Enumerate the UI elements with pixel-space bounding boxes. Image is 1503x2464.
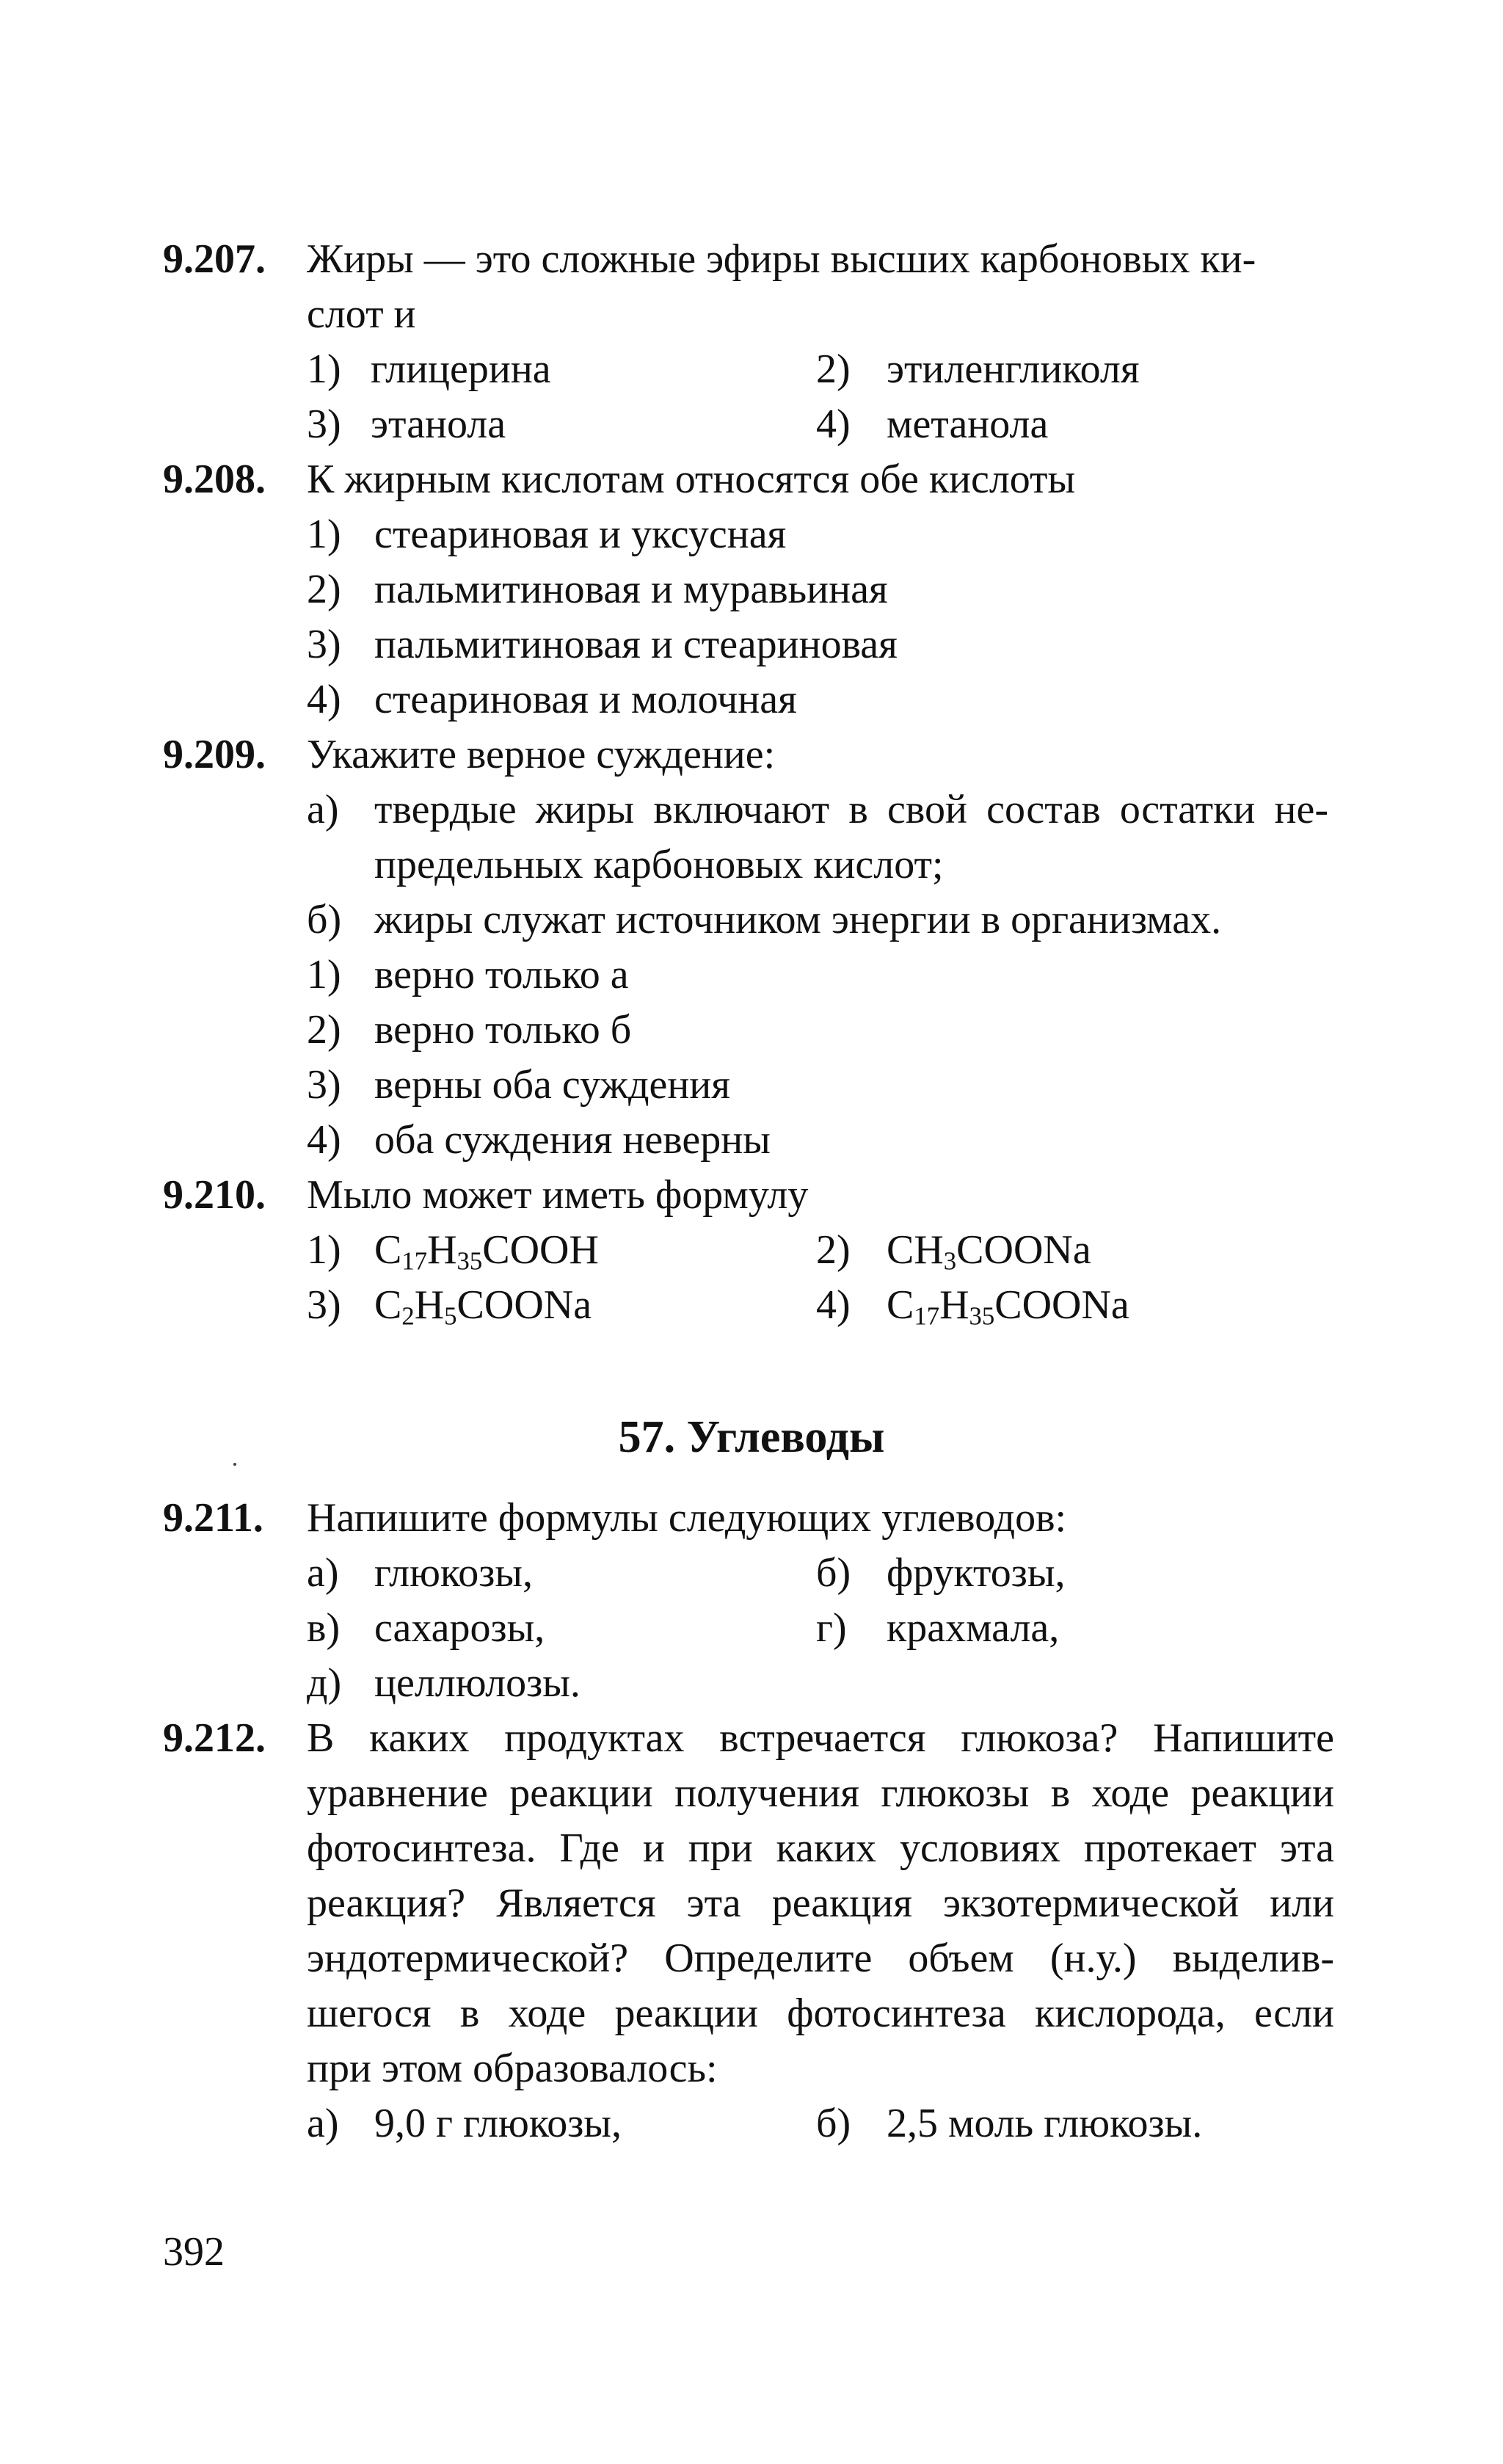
question-text-line: реакция? Является эта реакция экзотермической или bbox=[307, 1880, 1334, 1926]
statement-text: твердые жиры включают в свой состав остатки не- bbox=[374, 787, 1328, 832]
question-text-line: уравнение реакции получения глюкозы в ходе реакции bbox=[307, 1770, 1334, 1816]
option-marker: 2) bbox=[307, 567, 341, 612]
option-text: верно только а bbox=[374, 952, 629, 997]
option-marker: 4) bbox=[307, 677, 341, 722]
option-marker: б) bbox=[816, 2101, 851, 2146]
option-marker: в) bbox=[307, 1605, 341, 1651]
option-text: стеариновая и уксусная bbox=[374, 512, 787, 557]
option-text: пальмитиновая и муравьиная bbox=[374, 567, 888, 612]
option-text: этиленгликоля bbox=[887, 346, 1140, 392]
question-text: Напишите формулы следующих углеводов: bbox=[307, 1495, 1067, 1541]
question-text-line: эндотермической? Определите объем (н.у.) выделив- bbox=[307, 1936, 1334, 1981]
option-marker: 1) bbox=[307, 1227, 341, 1273]
option-text: верно только б bbox=[374, 1007, 632, 1053]
option-text: глюкозы, bbox=[374, 1550, 534, 1596]
option-marker: 4) bbox=[307, 1117, 341, 1163]
statement-marker: б) bbox=[307, 897, 342, 942]
question-number: 9.212. bbox=[163, 1715, 266, 1761]
statement-text: жиры служат источником энергии в организмах. bbox=[374, 897, 1222, 942]
option-text: оба суждения неверны bbox=[374, 1117, 771, 1163]
option-text: пальмитиновая и стеариновая bbox=[374, 622, 898, 667]
formula-option: $C_{17}H_{35}COONa$ bbox=[887, 1282, 1129, 1331]
question-text: В каких продуктах встречается глюкоза? Напишите bbox=[307, 1715, 1334, 1761]
option-marker: а) bbox=[307, 2101, 339, 2146]
option-marker: 3) bbox=[307, 1062, 341, 1108]
formula-option: $C_2H_5COONa$ bbox=[374, 1282, 592, 1331]
question-number: 9.207. bbox=[163, 236, 266, 282]
option-marker: 4) bbox=[816, 401, 851, 447]
question-text: Жиры — это сложные эфиры высших карбоновых ки- bbox=[307, 236, 1256, 282]
option-marker: д) bbox=[307, 1660, 342, 1706]
option-marker: а) bbox=[307, 1550, 339, 1596]
scan-speck bbox=[233, 1463, 236, 1466]
formula-option: $C_{17}H_{35}COOH$ bbox=[374, 1227, 599, 1276]
option-marker: 1) bbox=[307, 952, 341, 997]
option-text: стеариновая и молочная bbox=[374, 677, 797, 722]
section-heading: 57. Углеводы bbox=[618, 1412, 885, 1462]
question-text-line: фотосинтеза. Где и при каких условиях протекает эта bbox=[307, 1825, 1334, 1871]
option-text: целлюлозы. bbox=[374, 1660, 581, 1706]
option-text: верны оба суждения bbox=[374, 1062, 731, 1108]
page-number: 392 bbox=[163, 2229, 225, 2275]
option-text: глицерина bbox=[371, 346, 551, 392]
question-text-continued: слот и bbox=[307, 291, 416, 337]
question-text-line: шегося в ходе реакции фотосинтеза кислорода, если bbox=[307, 1991, 1334, 2036]
question-number: 9.210. bbox=[163, 1172, 266, 1218]
option-marker: 2) bbox=[816, 1227, 851, 1273]
question-number: 9.211. bbox=[163, 1495, 263, 1541]
option-marker: 3) bbox=[307, 622, 341, 667]
option-marker: 4) bbox=[816, 1282, 851, 1328]
question-text: К жирным кислотам относятся обе кислоты bbox=[307, 457, 1076, 502]
option-text: этанола bbox=[371, 401, 506, 447]
option-text: крахмала, bbox=[887, 1605, 1060, 1651]
option-marker: 1) bbox=[307, 512, 341, 557]
option-marker: 1) bbox=[307, 346, 341, 392]
option-text: сахарозы, bbox=[374, 1605, 545, 1651]
option-marker: г) bbox=[816, 1605, 847, 1651]
option-text: метанола bbox=[887, 401, 1049, 447]
question-text: Укажите верное суждение: bbox=[307, 732, 776, 777]
question-number: 9.208. bbox=[163, 457, 266, 502]
question-number: 9.209. bbox=[163, 732, 266, 777]
option-text: 2,5 моль глюкозы. bbox=[887, 2101, 1203, 2146]
option-marker: 2) bbox=[307, 1007, 341, 1053]
question-text: Мыло может иметь формулу bbox=[307, 1172, 809, 1218]
option-text: 9,0 г глюкозы, bbox=[374, 2101, 622, 2146]
option-marker: 2) bbox=[816, 346, 851, 392]
option-text: фруктозы, bbox=[887, 1550, 1066, 1596]
option-marker: 3) bbox=[307, 1282, 341, 1328]
statement-text-continued: предельных карбоновых кислот; bbox=[374, 842, 944, 887]
question-text-line: при этом образовалось: bbox=[307, 2046, 718, 2091]
formula-option: $CH_3COONa$ bbox=[887, 1227, 1091, 1276]
option-marker: 3) bbox=[307, 401, 341, 447]
statement-marker: а) bbox=[307, 787, 339, 832]
option-marker: б) bbox=[816, 1550, 851, 1596]
